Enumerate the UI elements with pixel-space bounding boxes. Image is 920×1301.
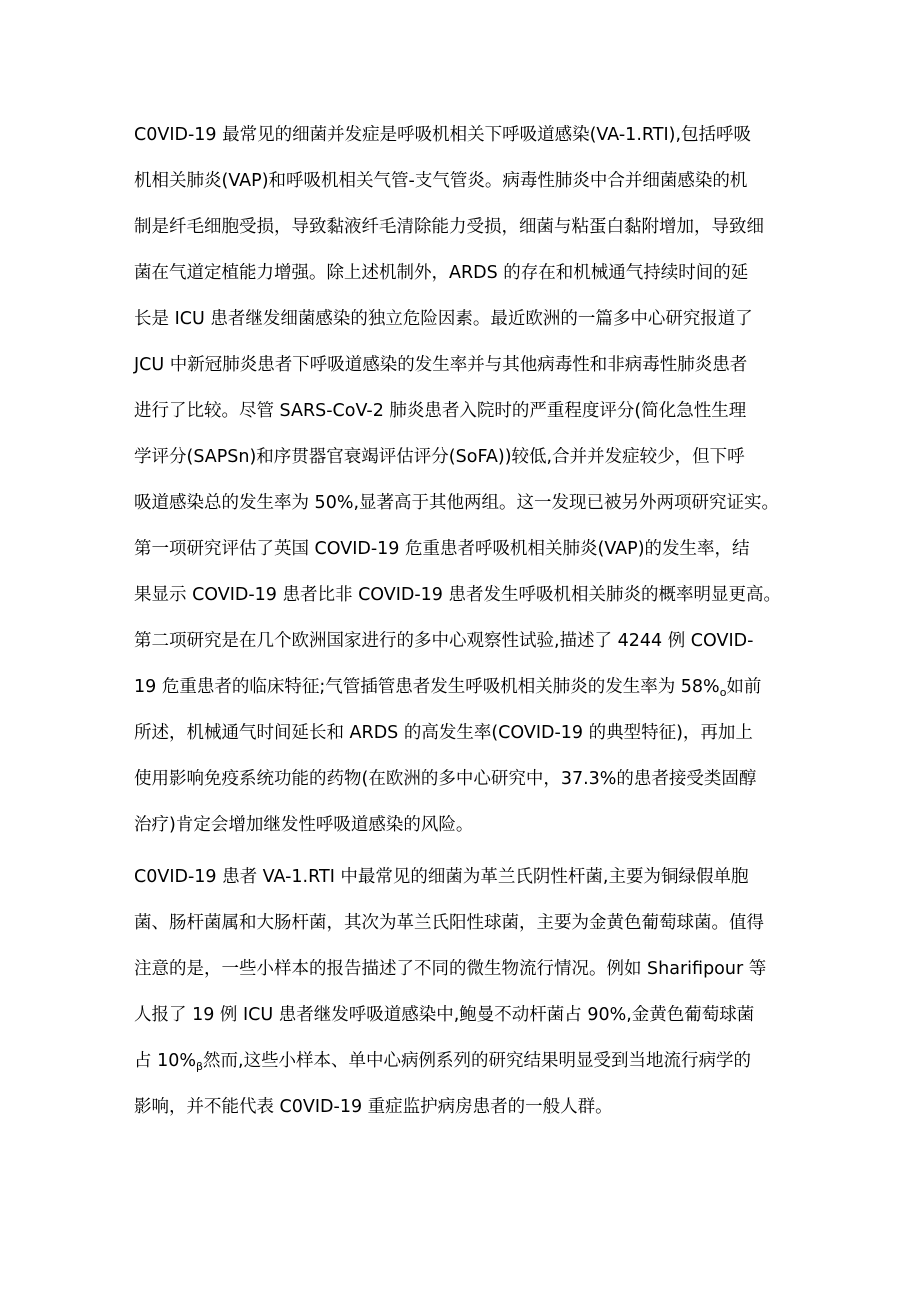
text-line — [134, 1045, 794, 1077]
text-line: 第二项研究是在几个欧洲国家进行的多中心观察性试验,描述了 4244 例 COVID- — [134, 631, 754, 651]
subscript-mark: o — [719, 686, 727, 699]
text-line: JCU 中新冠肺炎患者下呼吸道感染的发生率并与其他病毒性和非病毒性肺炎患者 — [134, 355, 748, 375]
text-line: 进行了比较。尽管 SARS-CoV-2 肺炎患者入院时的严重程度评分(简化急性生理 — [134, 401, 747, 421]
text-segment: 19 危重患者的临床特征;气管插管患者发生呼吸机相关肺炎的发生率为 58% — [134, 677, 720, 697]
text-segment: 然而,这些小样本、单中心病例系列的研究结果明显受到当地流行病学的 — [203, 1051, 752, 1071]
text-line: 注意的是，一些小样本的报告描述了不同的微生物流行情况。例如 Sharifipour 等 — [134, 959, 767, 979]
text-line: 果显示 COVID-19 患者比非 COVID-19 患者发生呼吸机相关肺炎的概率明显更高。 — [134, 585, 782, 605]
text-line: 机相关肺炎(VAP)和呼吸机相关气管-支气管炎。病毒性肺炎中合并细菌感染的机 — [134, 171, 748, 191]
text-line: 治疗)肯定会增加继发性呼吸道感染的风险。 — [134, 815, 474, 835]
text-line: 学评分(SAPSn)和序贯器官衰竭评估评分(SoFA))较低,合并并发症较少，但下呼 — [134, 447, 745, 467]
text-line: 吸道感染总的发生率为 50%,显著高于其他两组。这一发现已被另外两项研究证实。 — [134, 493, 780, 513]
text-line: C0VID-19 最常见的细菌并发症是呼吸机相关下呼吸道感染(VA-1.RTI),包括呼吸 — [134, 125, 752, 145]
text-line: 人报了 19 例 ICU 患者继发呼吸道感染中,鲍曼不动杆菌占 90%,金黄色葡萄球菌 — [134, 1005, 755, 1025]
text-line: C0VID-19 患者 VA-1.RTI 中最常见的细菌为革兰氏阴性杆菌,主要为铜绿假单胞 — [134, 867, 749, 887]
text-line: 影响，并不能代表 C0VID-19 重症监护病房患者的一般人群。 — [134, 1097, 613, 1117]
subscript-mark: β — [195, 1060, 203, 1073]
text-line: 长是 ICU 患者继发细菌感染的独立危险因素。最近欧洲的一篇多中心研究报道了 — [134, 309, 753, 329]
text-line: 菌在气道定植能力增强。除上述机制外，ARDS 的存在和机械通气持续时间的延 — [134, 263, 749, 283]
text-line: 第一项研究评估了英国 COVID-19 危重患者呼吸机相关肺炎(VAP)的发生率，结 — [134, 539, 750, 559]
text-line — [134, 671, 794, 703]
text-segment: 占 10% — [134, 1051, 196, 1071]
text-segment: 如前 — [726, 677, 762, 697]
text-line: 菌、肠杆菌属和大肠杆菌，其次为革兰氏阳性球菌，主要为金黄色葡萄球菌。值得 — [134, 913, 764, 933]
text-line: 使用影响免疫系统功能的药物(在欧洲的多中心研究中，37.3%的患者接受类固醇 — [134, 769, 757, 789]
text-line: 制是纤毛细胞受损，导致黏液纤毛清除能力受损，细菌与粘蛋白黏附增加，导致细 — [134, 217, 764, 237]
text-line: 所述，机械通气时间延长和 ARDS 的高发生率(COVID-19 的典型特征)，再加上 — [134, 723, 753, 743]
